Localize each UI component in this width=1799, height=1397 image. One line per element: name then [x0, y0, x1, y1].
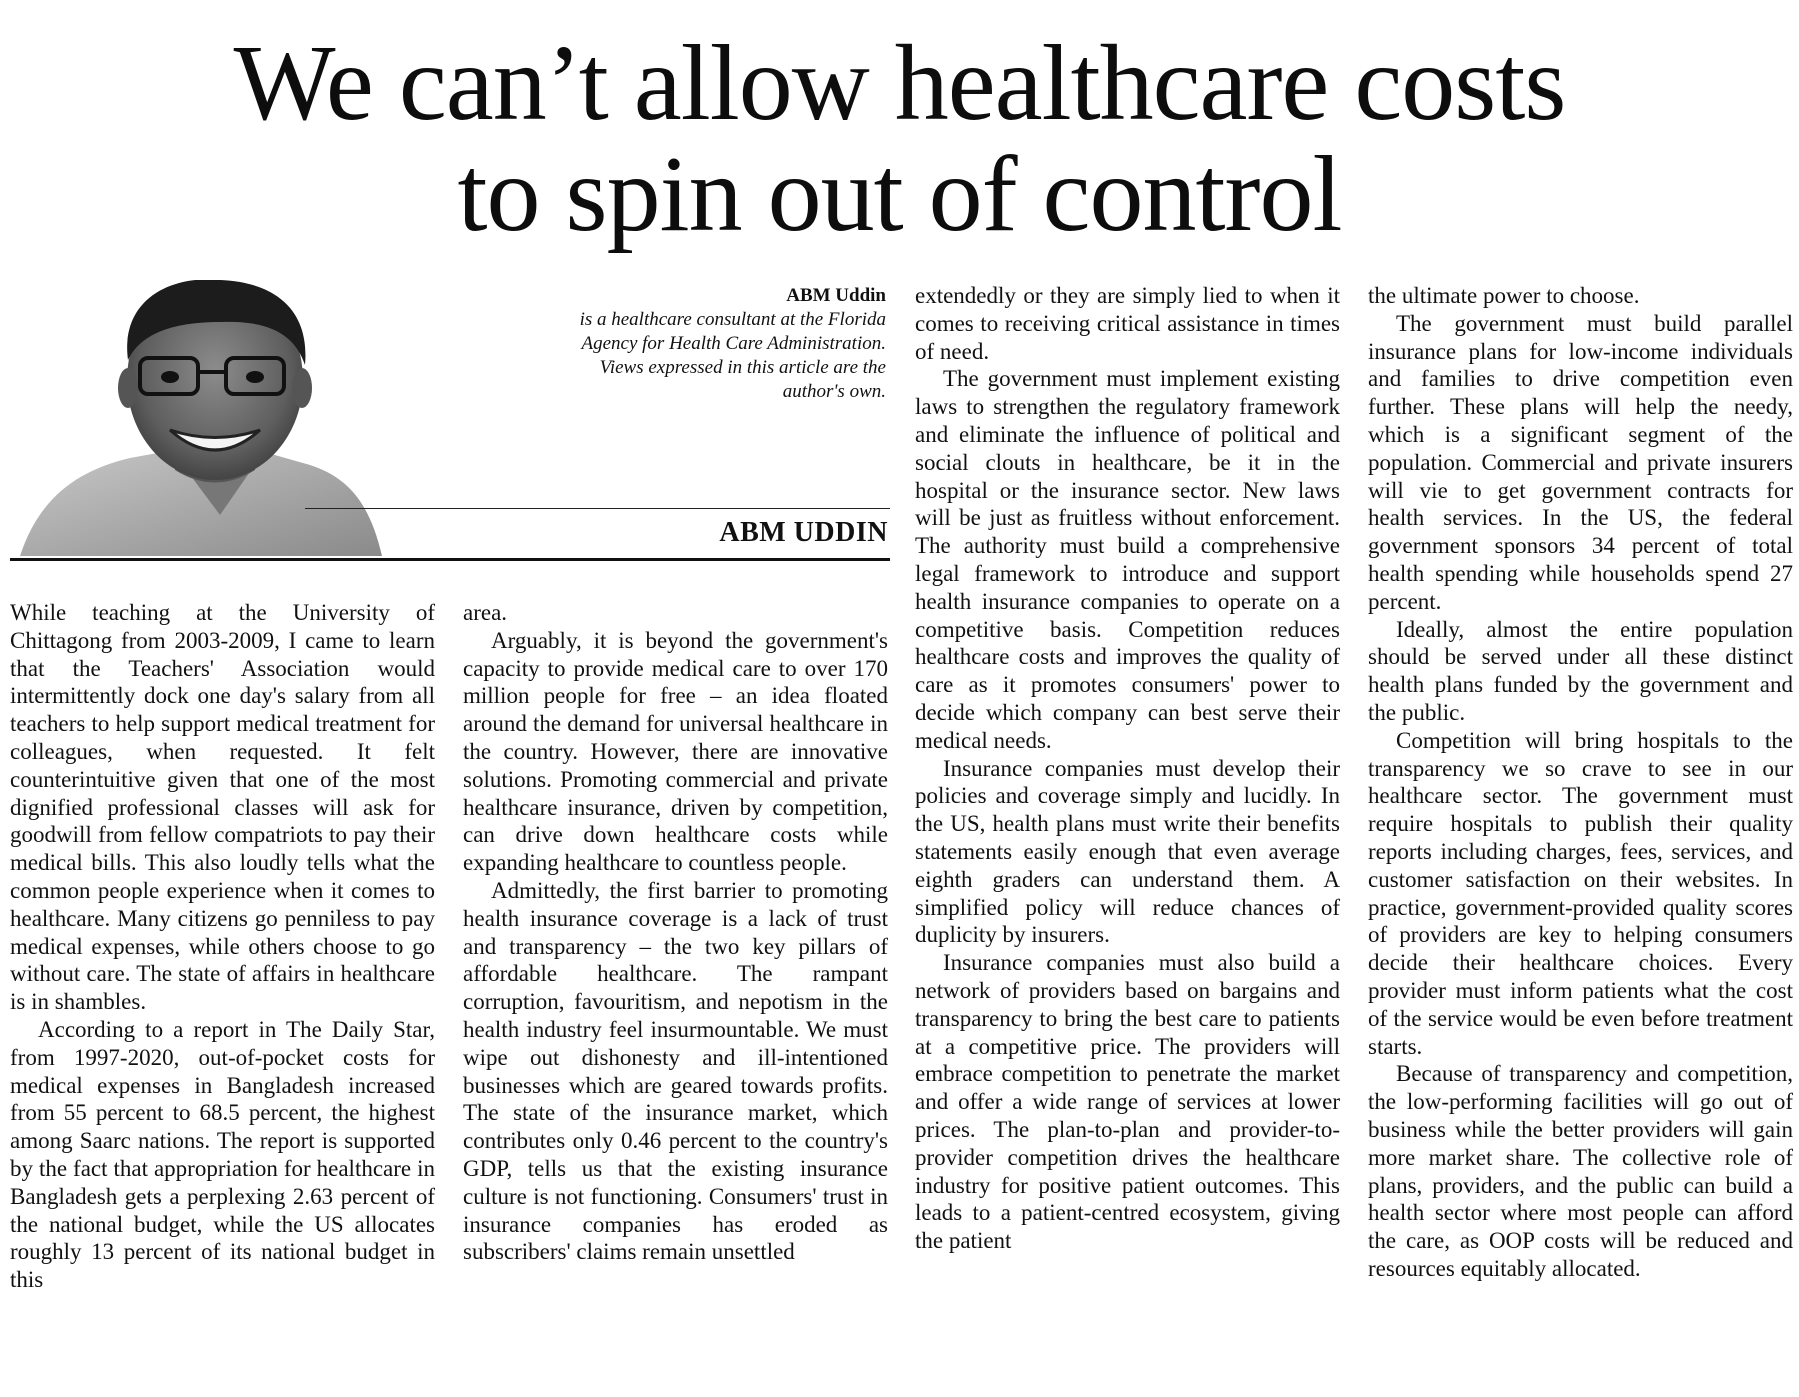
- article-column-1: [10, 599, 435, 1294]
- paragraph: extendedly or they are simply lied to when it comes to receiving critical assistance in times of need.: [915, 283, 1340, 364]
- paragraph: Ideally, almost the entire population should be served under all these distinct health plans funded by the government and the public.: [1368, 616, 1793, 725]
- paragraph: Competition will bring hospitals to the transparency we so crave to see in our healthcare sector. The government must require hospitals to publish their quality reports including charges, fees, services, and customer satisfaction on their websites. In practice, government-provided quality scores of providers are key to helping consumers decide their healthcare choices. Every provider must inform patients what the cost of the service would be even before treatment starts.: [1368, 727, 1793, 1059]
- paragraph: Insurance companies must develop their policies and coverage simply and lucidly. In the US, health plans must write their benefits statements easily enough that even average eighth graders can understand them. A simplified policy will reduce chances of duplicity by insurers.: [915, 755, 1340, 948]
- paragraph: the ultimate power to choose.: [1368, 283, 1640, 308]
- paragraph: Arguably, it is beyond the government's capacity to provide medical care to over 170 million people for free – an idea floated around the demand for universal healthcare in the country. However, there are innovative solutions. Promoting commercial and private healthcare insurance, driven by competition, can drive down healthcare costs while expanding healthcare to countless people.: [463, 627, 888, 876]
- article-column-2: [463, 599, 888, 1266]
- paragraph: The government must build parallel insurance plans for low-income individuals and families to drive competition even further. These plans will help the needy, which is a significant segment of the population. Commercial and private insurers will vie to get government contracts for health services. In the US, the federal government sponsors 34 percent of total health spending while households spend 27 percent.: [1368, 310, 1793, 614]
- author-name: ABM Uddin: [786, 285, 886, 306]
- section-divider: [10, 558, 890, 561]
- article-column-3: [915, 282, 1340, 1255]
- byline-rule: [305, 508, 890, 509]
- paragraph: Insurance companies must also build a network of providers based on bargains and transparency to bring the best care to patients at a competitive price. The providers will embrace competition to penetrate the market and offer a wide range of services at lower prices. The plan-to-plan and provider-to-provider competition drives the healthcare industry for positive patient outcomes. This leads to a patient-centred ecosystem, giving the patient: [915, 950, 1340, 1254]
- author-photo: [10, 280, 430, 556]
- paragraph: Admittedly, the first barrier to promoting health insurance coverage is a lack of trust and transparency – the two key pillars of affordable healthcare. The rampant corruption, favouritism, and nepotism in the health industry feel insurmountable. We must wipe out dishonesty and ill-intentioned businesses which are geared towards profits. The state of the insurance market, which contributes only 0.46 percent to the country's GDP, tells us that the existing insurance culture is not functioning. Consumers' trust in insurance companies has eroded as subscribers' claims remain unsettled: [463, 877, 888, 1265]
- paragraph: The government must implement existing laws to strengthen the regulatory framework and eliminate the influence of political and social clouts in healthcare, be it in the hospital or the insurance sector. New laws will be just as fruitless without enforcement. The authority must build a comprehensive legal framework to introduce and support health insurance companies to operate on a competitive basis. Competition reduces healthcare costs and improves the quality of care as it promotes consumers' power to decide which company can best serve their medical needs.: [915, 366, 1340, 753]
- paragraph: Because of transparency and competition, the low-performing facilities will go out of business while the better providers will gain more market share. The collective role of plans, providers, and the public can build a health sector where most people can afford the care, as OOP costs will be reduced and resources equitably allocated.: [1368, 1061, 1793, 1281]
- author-bio: [560, 284, 886, 404]
- headline-line-1: We can’t allow healthcare costs: [233, 24, 1566, 143]
- headline: [0, 24, 1799, 254]
- article-column-4: [1368, 282, 1793, 1283]
- paragraph: area.: [463, 600, 508, 625]
- paragraph: While teaching at the University of Chittagong from 2003-2009, I came to learn that the Teachers' Association would intermittently dock one day's salary from all teachers to help support medical treatment for colleagues, when requested. It felt counterintuitive given that one of the most dignified professional classes will ask for goodwill from fellow compatriots to pay their medical bills. This also loudly tells what the common people experience when it comes to healthcare. Many citizens go penniless to pay medical expenses, while others choose to go without care. The state of affairs in healthcare is in shambles.: [10, 600, 435, 1015]
- paragraph: According to a report in The Daily Star, from 1997-2020, out-of-pocket costs for medical expenses in Bangladesh increased from 55 percent to 68.5 percent, the highest among Saarc nations. The report is supported by the fact that appropriation for healthcare in Bangladesh gets a perplexing 2.63 percent of the national budget, while the US allocates roughly 13 percent of its national budget in this: [10, 1016, 435, 1293]
- author-description: is a healthcare consultant at the Florida Agency for Health Care Administration. Views expressed in this article are the author's own.: [579, 309, 886, 402]
- byline: ABM UDDIN: [719, 517, 888, 548]
- headline-line-2: to spin out of control: [457, 135, 1342, 254]
